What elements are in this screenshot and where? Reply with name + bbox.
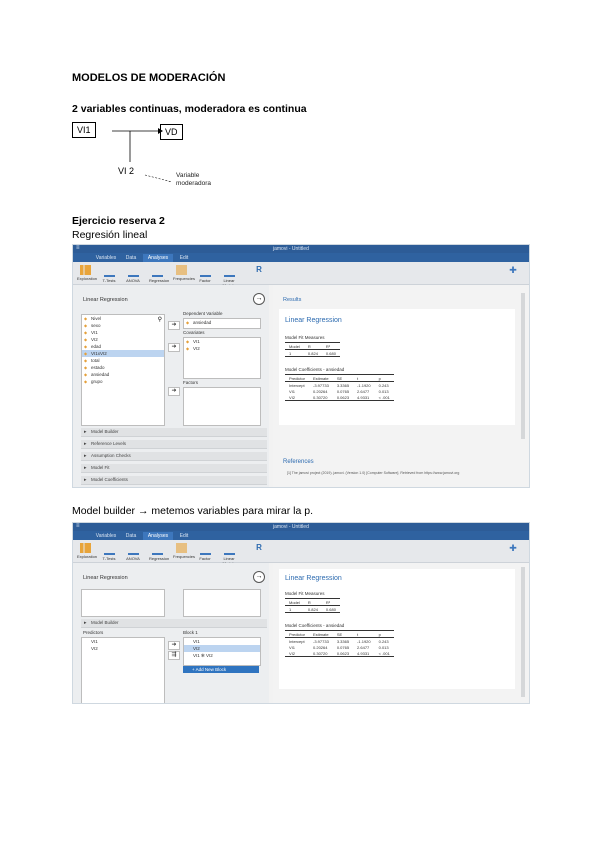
results-panel (273, 285, 529, 487)
variable-item[interactable]: ◆ ansiedad (82, 371, 164, 378)
variables-list (81, 314, 165, 426)
r-icon[interactable]: R (256, 265, 262, 274)
ribbon-exploration[interactable]: Exploration (77, 265, 93, 281)
tab-bar (73, 531, 529, 540)
fit-table (285, 342, 340, 357)
fit-caption: Model Fit Measures (285, 591, 325, 596)
page-heading: MODELOS DE MODERACIÓN (72, 72, 226, 84)
menu-icon[interactable]: ≡ (76, 523, 80, 529)
dependent-label: Dependent Variable (183, 311, 223, 316)
linear-models-icon (224, 265, 235, 277)
results-panel (273, 563, 529, 703)
covariate-item[interactable]: ◆ VI2 (184, 345, 260, 352)
linear-models-icon (224, 543, 235, 555)
window-title: jamovi - Untitled (273, 246, 309, 252)
block-item[interactable]: VI1 (193, 639, 200, 644)
ribbon-frequencies[interactable]: Frequencies (173, 543, 189, 559)
factor-icon (200, 543, 211, 555)
ribbon-anova[interactable]: ANOVA (125, 265, 141, 283)
section-model-coefficients[interactable]: ▸ Model Coefficients (81, 476, 267, 485)
section-assumption-checks[interactable]: ▸ Assumption Checks (81, 452, 267, 461)
covariate-item[interactable]: ◆ VI1 (184, 338, 260, 345)
results-card (279, 569, 515, 689)
model-builder-note: Model builder → metemos variables para mirar la p. (72, 505, 314, 517)
variable-item[interactable]: ◆ Nivel (82, 315, 164, 322)
dependent-box[interactable] (183, 318, 261, 329)
table-row: VI1 0.20264 0.0765 2.6477 0.013 (289, 644, 389, 650)
move-dependent-button[interactable]: ➜ (168, 321, 180, 330)
tab-bar (73, 253, 529, 262)
table-row: 1 0.824 0.680 (285, 606, 340, 613)
options-panel (73, 563, 269, 703)
ribbon-factor[interactable]: Factor (197, 265, 213, 283)
ribbon-frequencies[interactable]: Frequencies (173, 265, 189, 281)
reference-line: [1] The jamovi project (2019). jamovi. (Version 1.0) [Computer Software]. Retrieved from https://www.jamovi.org (287, 471, 460, 475)
fit-table: Model R R² 1 0.824 0.680 (285, 598, 340, 613)
exercise-subtitle: Regresión lineal (72, 229, 148, 241)
add-predictor-button[interactable]: ➜ (168, 641, 180, 650)
ttest-icon (104, 265, 115, 277)
ribbon-exploration[interactable]: Exploration (77, 543, 93, 559)
covariates-box[interactable] (183, 337, 261, 379)
scrollbar[interactable] (521, 567, 525, 697)
ribbon-anova[interactable]: ANOVA (125, 543, 141, 561)
tab-variables[interactable]: Variables (95, 255, 117, 261)
vi2-label: VI 2 (118, 166, 135, 176)
variable-item[interactable]: ◆ VI1xVI2 (82, 350, 164, 357)
analysis-ribbon (73, 540, 529, 563)
variable-item[interactable]: ◆ edad (82, 343, 164, 350)
predictor-item[interactable]: VI2 (91, 646, 98, 651)
block-box[interactable] (183, 637, 261, 666)
arrow-right-icon[interactable]: → (253, 293, 265, 305)
table-header: Model (289, 343, 300, 349)
dependent-value[interactable]: ◆ ansiedad (184, 319, 260, 326)
factors-box[interactable] (183, 387, 261, 426)
blocks-label: Block 1 (183, 630, 198, 635)
table-row: Intercept -3.97733 3.3365 -1.1920 0.243 (289, 638, 389, 644)
options-panel (73, 285, 269, 487)
vd-box: VD (160, 124, 183, 140)
result-title: Linear Regression (285, 575, 342, 582)
panel-title: Linear Regression (83, 297, 128, 303)
move-factors-button[interactable]: ➜ (168, 387, 180, 396)
window-title: jamovi - Untitled (273, 524, 309, 530)
exercise-title: Ejercicio reserva 2 (72, 215, 165, 227)
plus-icon[interactable]: ✚ (509, 265, 517, 275)
table-row: Intercept -3.97733 3.3365 -1.1920 0.243 (289, 382, 389, 388)
regression-icon (152, 543, 163, 555)
variable-item[interactable]: ◆ sexo (82, 322, 164, 329)
tab-data[interactable]: Data (125, 255, 137, 261)
coef-caption: Model Coefficients - ansiedad (285, 367, 345, 372)
anova-icon (128, 543, 139, 555)
analysis-ribbon (73, 262, 529, 285)
r-icon[interactable]: R (256, 543, 262, 552)
table-header: R (307, 343, 311, 349)
bar-chart-icon (80, 543, 91, 553)
ribbon-linear-models[interactable]: Linear (221, 543, 237, 566)
section-reference-levels[interactable]: ▸ Reference Levels (81, 440, 267, 449)
results-card (279, 309, 515, 425)
window-titlebar (73, 245, 529, 253)
search-icon[interactable]: ⚲ (157, 317, 162, 323)
ribbon-factor[interactable]: Factor (197, 543, 213, 561)
table-header: R² (325, 343, 331, 349)
block-item[interactable]: VI1 ✻ VI2 (193, 653, 213, 658)
block-item[interactable]: VI2 (184, 645, 260, 652)
variables-list (81, 589, 165, 617)
vi1-box: VI1 (72, 122, 96, 138)
predictor-item[interactable]: VI1 (91, 639, 98, 644)
variable-item[interactable]: ◆ VI1 (82, 329, 164, 336)
jamovi-window-2 (72, 522, 530, 704)
variable-item[interactable]: ◆ total (82, 357, 164, 364)
panel-title: Linear Regression (83, 575, 128, 581)
ribbon-regression[interactable]: Regression (149, 543, 165, 561)
anova-icon (128, 265, 139, 277)
table-row: VI1 0.20264 0.0765 2.6477 0.013 (289, 388, 389, 394)
factor-icon (200, 265, 211, 277)
factors-box[interactable] (183, 589, 261, 617)
menu-icon[interactable]: ≡ (76, 245, 80, 251)
predictors-list (81, 637, 165, 704)
coef-table: Predictor Estimate SE t p Intercept -3.97733 3.3365 -1.1920 0.243 VI1 0.20264 0.0765 2.6477 0.013 VI2 0.30720 0.0623 4.9331 < .001 (285, 630, 394, 657)
section-subheading: 2 variables continuas, moderadora es continua (72, 103, 307, 115)
tab-edit[interactable]: Edit (179, 533, 189, 539)
moderator-note-2: moderadora (176, 180, 212, 187)
jamovi-window-1 (72, 244, 530, 488)
tab-data[interactable]: Data (125, 533, 137, 539)
section-model-builder[interactable]: ▸ Model Builder (81, 428, 267, 437)
frequencies-icon (176, 265, 187, 275)
references-heading: References (283, 459, 314, 465)
plus-icon[interactable]: ✚ (509, 543, 517, 553)
results-label: Results (283, 297, 302, 303)
add-interaction-button[interactable]: ⇶ (168, 651, 180, 660)
window-titlebar (73, 523, 529, 531)
variable-item[interactable]: ◆ VI2 (82, 336, 164, 343)
table-row: VI2 0.30720 0.0623 4.9331 < .001 (285, 394, 394, 401)
section-model-builder[interactable]: ▸ Model Builder (81, 619, 267, 628)
variable-item[interactable]: ◆ grupo (82, 378, 164, 385)
tab-variables[interactable]: Variables (95, 533, 117, 539)
ribbon-ttests[interactable]: T-Tests (101, 265, 117, 283)
factors-label: Factors (183, 380, 199, 385)
fit-caption: Model Fit Measures (285, 335, 325, 340)
move-covariates-button[interactable]: ➜ (168, 343, 180, 352)
ribbon-regression[interactable]: Regression (149, 265, 165, 283)
ribbon-linear-models[interactable]: Linear (221, 265, 237, 288)
ttest-icon (104, 543, 115, 555)
result-title: Linear Regression (285, 317, 342, 324)
coef-table: Predictor Estimate SE t p Intercept -3.97733 3.3365 -1.1920 0.243 VI1 0.20264 0.0765 2.6477 0.013 VI2 0.30720 0.0623 4.9331 < .001 (285, 374, 394, 401)
tab-analyses[interactable]: Analyses (143, 532, 173, 540)
covariates-label: Covariates (183, 330, 205, 335)
scrollbar[interactable] (521, 293, 525, 439)
table-row: VI2 0.30720 0.0623 4.9331 < .001 (285, 650, 394, 657)
ribbon-ttests[interactable]: T-Tests (101, 543, 117, 561)
moderator-note-1: Variable (176, 172, 200, 179)
section-model-fit[interactable]: ▸ Model Fit (81, 464, 267, 473)
tab-edit[interactable]: Edit (179, 255, 189, 261)
arrow-right-icon[interactable]: → (253, 571, 265, 583)
frequencies-icon (176, 543, 187, 553)
add-new-block-button[interactable]: + Add New Block (183, 666, 259, 673)
variable-item[interactable]: ◆ estado (82, 364, 164, 371)
bar-chart-icon (80, 265, 91, 275)
coef-caption: Model Coefficients - ansiedad (285, 623, 345, 628)
table-row: 1 0.824 0.680 (285, 350, 340, 357)
tab-analyses[interactable]: Analyses (143, 254, 173, 262)
regression-icon (152, 265, 163, 277)
predictors-label: Predictors (83, 630, 104, 635)
